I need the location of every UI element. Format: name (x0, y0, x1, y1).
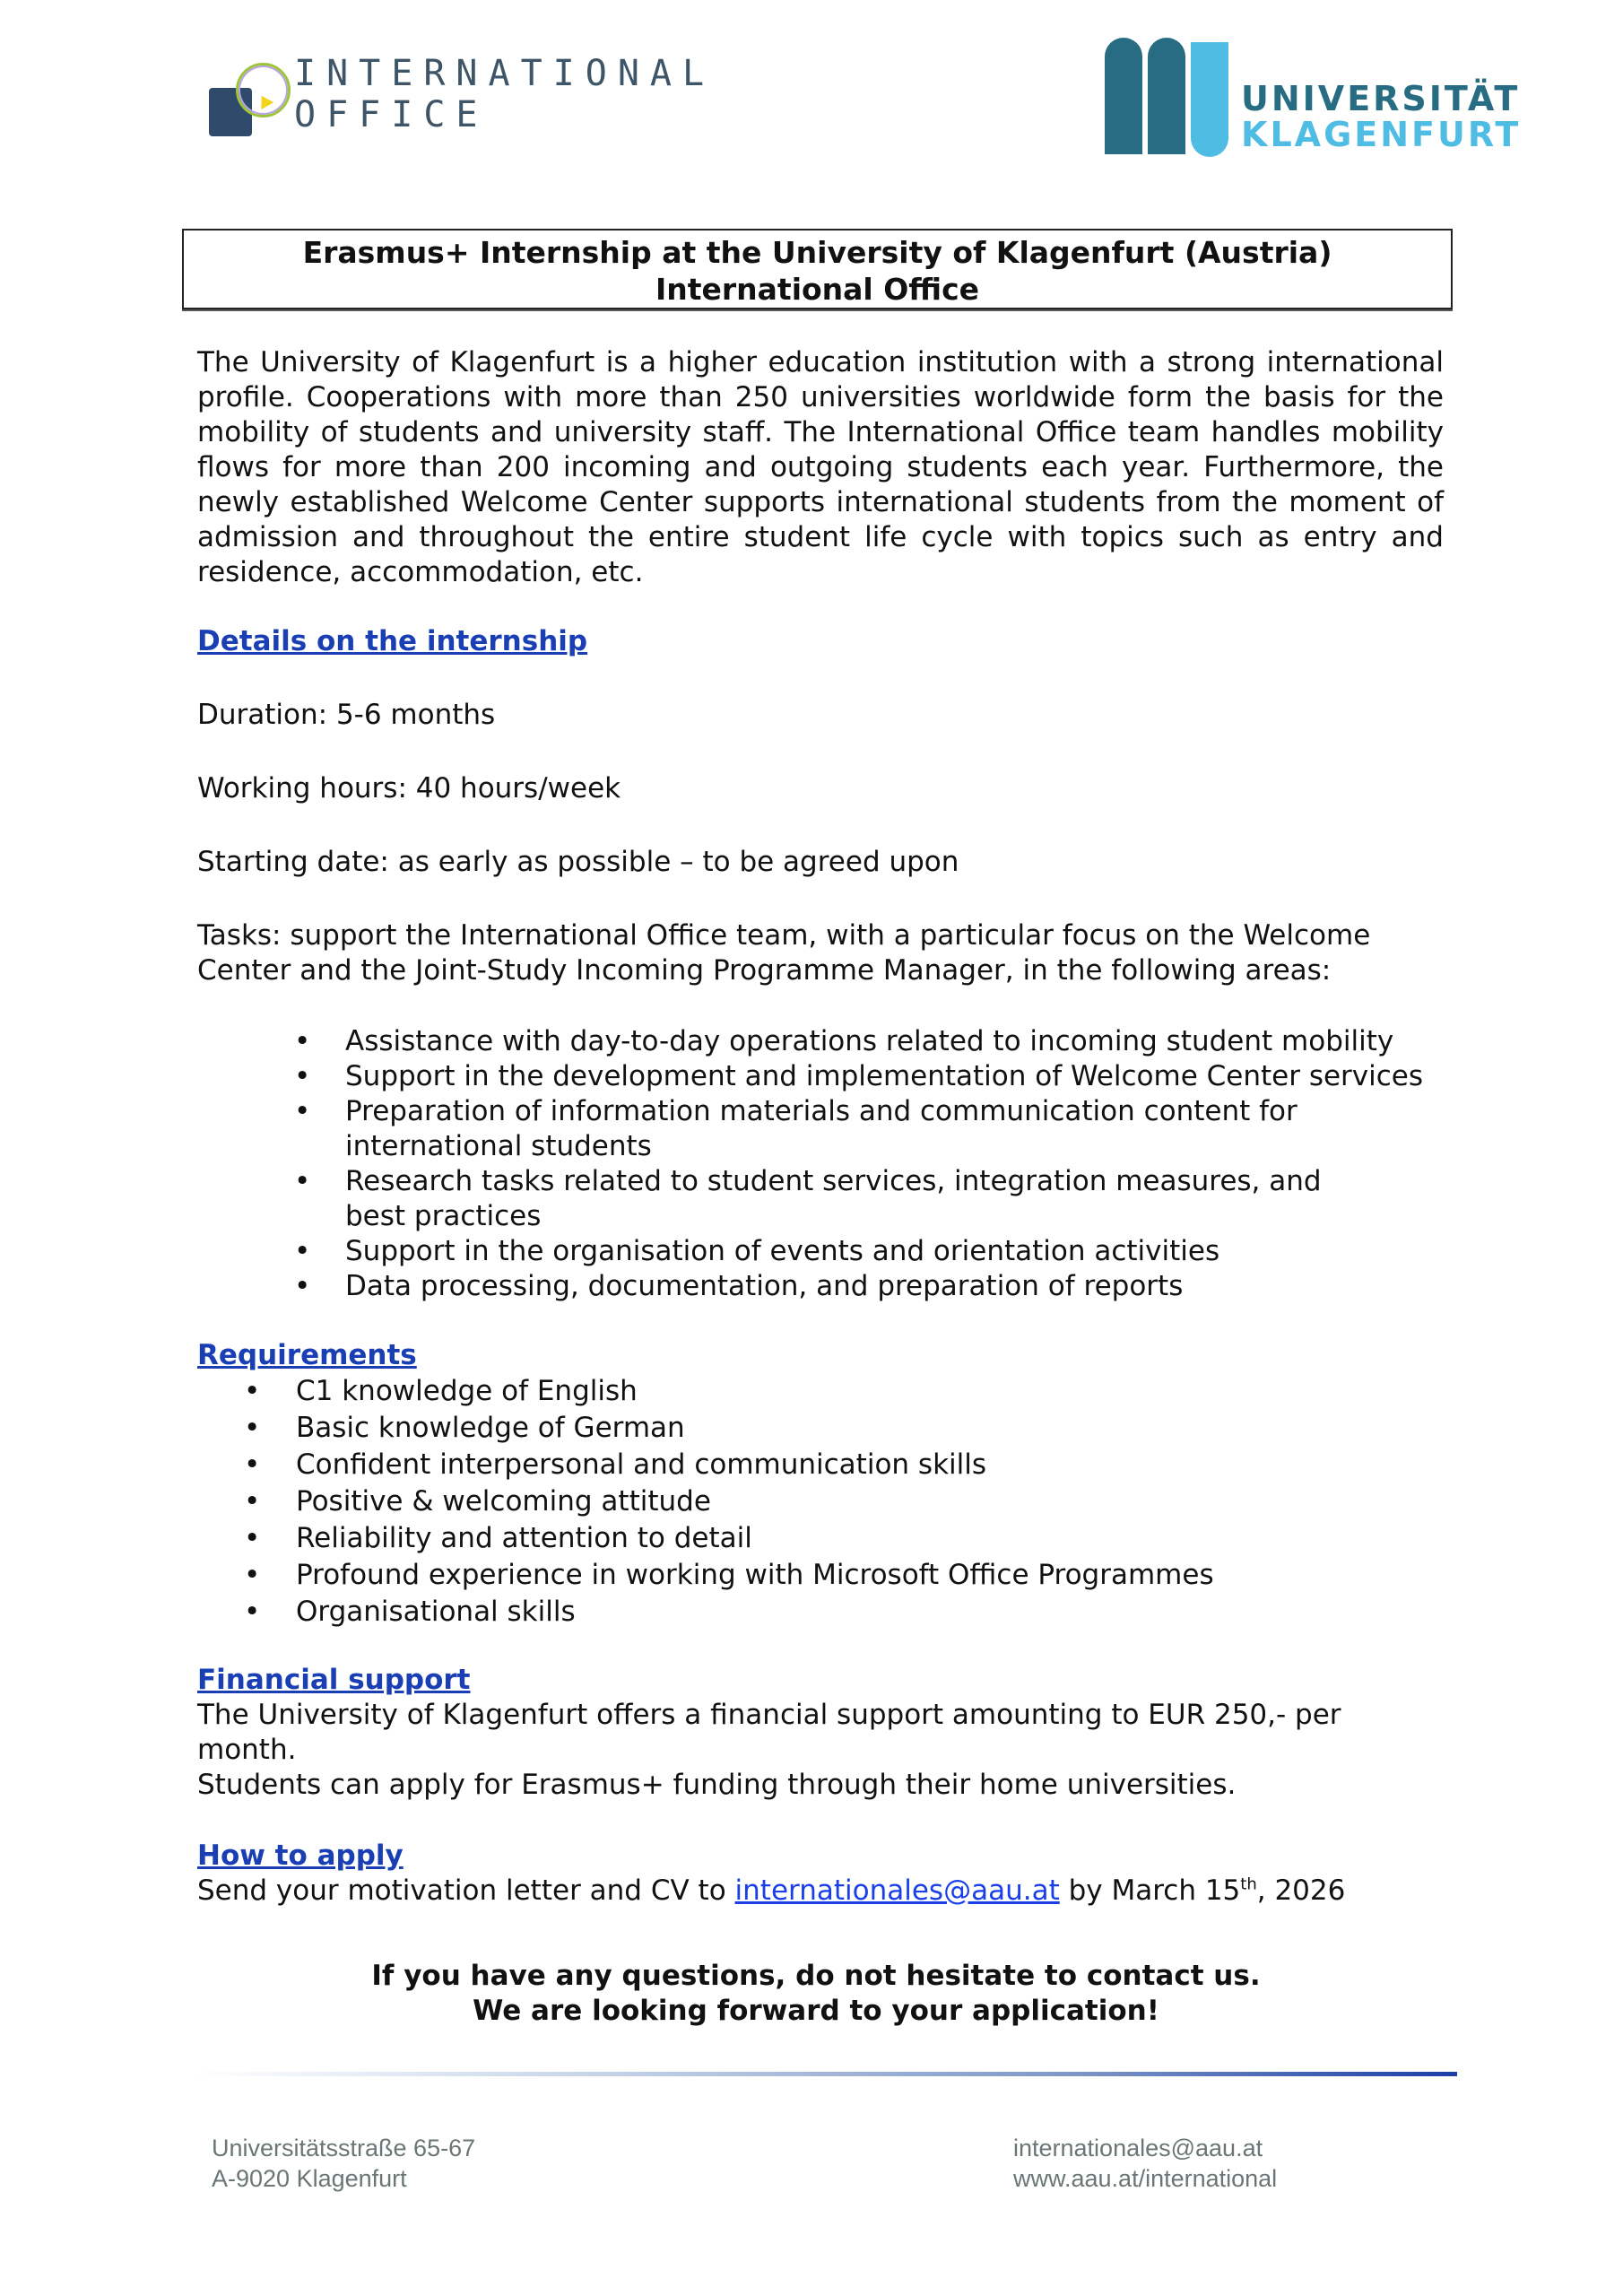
footer-website[interactable]: www.aau.at/international (1013, 2165, 1278, 2192)
apply-year: , 2026 (1256, 1874, 1346, 1907)
international-office-logo (206, 52, 716, 142)
list-item: • Positive & welcoming attitude (197, 1483, 1444, 1520)
logo-arch-icon (1105, 38, 1142, 154)
logo-text-line1: INTERNATIONAL (294, 53, 716, 94)
list-item: • Research tasks related to student services, integration measures, and best practices (197, 1164, 1444, 1234)
logo-text-line2: OFFICE (294, 94, 489, 135)
logo-ring-icon (236, 63, 291, 117)
list-item: • Basic knowledge of German (197, 1410, 1444, 1447)
tasks-intro-text: Tasks: support the International Office team, with a particular focus on the Welcome Center and the Joint-Study Incoming Programme Manager, in the following areas: (197, 919, 1371, 987)
list-item: • Preparation of information materials and communication content for international students (197, 1094, 1444, 1164)
title-line2: International Office (655, 272, 980, 307)
document-body (197, 345, 1444, 1909)
logo-text-klagenfurt: KLAGENFURT (1241, 115, 1522, 154)
email-link[interactable]: internationales@aau.at (734, 1874, 1060, 1907)
apply-text (197, 1874, 1444, 1909)
closing-line1: If you have any questions, do not hesitate to contact us. (371, 1960, 1261, 1992)
starting-date-text: Starting date: as early as possible – to be agreed upon (197, 846, 959, 878)
apply-prefix: Send your motivation letter and CV to (197, 1874, 735, 1907)
ordinal-suffix: th (1240, 1874, 1257, 1894)
address-street: Universitätsstraße 65-67 (212, 2135, 476, 2161)
title-line1: Erasmus+ Internship at the University of Klagenfurt (Austria) (302, 235, 1332, 270)
footer-divider (193, 2072, 1457, 2076)
list-item: • Data processing, documentation, and preparation of reports (197, 1269, 1444, 1304)
financial-text-line1: The University of Klagenfurt offers a financial support amounting to EUR 250,- per month. (197, 1699, 1341, 1766)
list-item: • Confident interpersonal and communication skills (197, 1447, 1444, 1483)
footer-contact (1013, 2133, 1277, 2194)
duration-text: Duration: 5-6 months (197, 699, 496, 731)
footer-email[interactable]: internationales@aau.at (1013, 2135, 1263, 2161)
list-item: • C1 knowledge of English (197, 1373, 1444, 1410)
address-city: A-9020 Klagenfurt (212, 2165, 407, 2192)
closing-line2: We are looking forward to your application! (473, 1995, 1159, 2027)
details-heading[interactable]: Details on the internship (197, 625, 588, 657)
closing-message (179, 1959, 1453, 2029)
footer-address (212, 2133, 475, 2194)
list-item: • Reliability and attention to detail (197, 1520, 1444, 1557)
how-to-apply-heading[interactable]: How to apply (197, 1839, 404, 1872)
financial-support-heading[interactable]: Financial support (197, 1664, 471, 1696)
university-klagenfurt-logo (1105, 38, 1535, 159)
logo-arch-icon (1148, 38, 1185, 154)
tasks-list (197, 1024, 1444, 1304)
financial-text-line2: Students can apply for Erasmus+ funding through their home universities. (197, 1769, 1237, 1801)
logo-text-universitaet: UNIVERSITÄT (1241, 79, 1521, 118)
intro-paragraph: The University of Klagenfurt is a higher education institution with a strong international profile. Cooperations with more than 250 universities worldwide form the basis for the mobility of students and university staff. The International Office team handles mobility flows for more than 200 incoming and outgoing students each year. Furthermore, the newly established Welcome Center supports international students from the moment of admission and throughout the entire student life cycle with topics such as entry and residence, accommodation, etc. (197, 346, 1444, 588)
requirements-list (197, 1373, 1444, 1631)
list-item: • Assistance with day-to-day operations related to incoming student mobility (197, 1024, 1444, 1059)
list-item: • Support in the organisation of events and orientation activities (197, 1234, 1444, 1269)
logo-u-icon (1191, 42, 1228, 157)
requirements-heading[interactable]: Requirements (197, 1339, 417, 1371)
document-title-box (182, 229, 1453, 309)
list-item: • Support in the development and implementation of Welcome Center services (197, 1059, 1444, 1094)
list-item: • Profound experience in working with Microsoft Office Programmes (197, 1557, 1444, 1594)
apply-deadline: by March 15 (1059, 1874, 1241, 1907)
working-hours-text: Working hours: 40 hours/week (197, 772, 621, 804)
list-item: • Organisational skills (197, 1594, 1444, 1631)
